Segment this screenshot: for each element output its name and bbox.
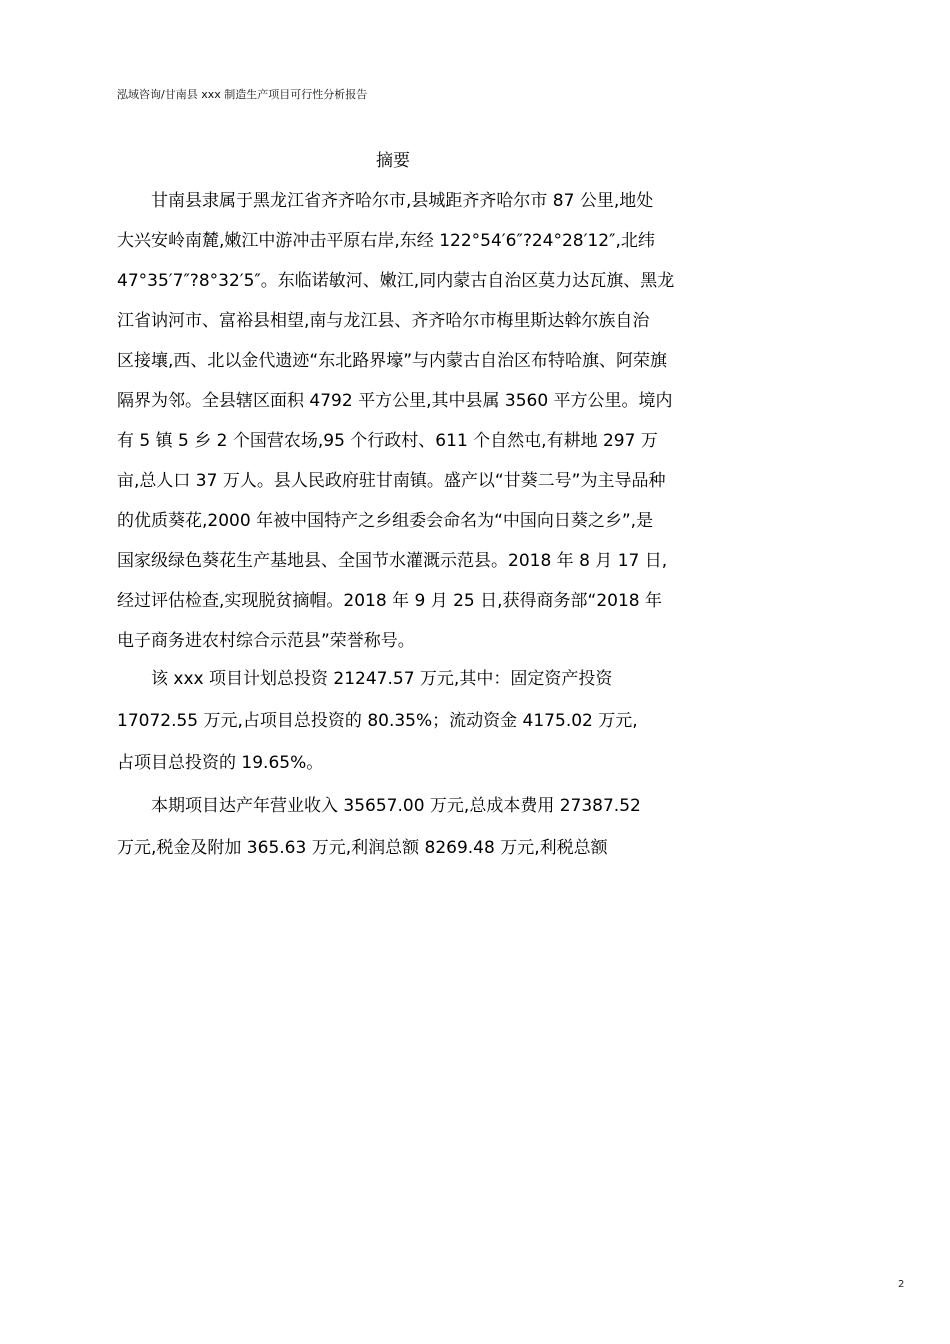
text-line: 47°35′7″?8°32′5″。东临诺敏河、嫩江,同内蒙古自治区莫力达瓦旗、黑龙 — [117, 271, 675, 291]
text-line: 经过评估检查,实现脱贫摘帽。2018 年 9 月 25 日,获得商务部“2018 年 — [117, 591, 663, 611]
text-line: 区接壤,西、北以金代遗迹“东北路界壕”与内蒙古自治区布特哈旗、阿荣旗 — [117, 351, 668, 371]
text-line: 隔界为邻。全县辖区面积 4792 平方公里,其中县属 3560 平方公里。境内 — [117, 391, 673, 411]
text-line: 江省讷河市、富裕县相望,南与龙江县、齐齐哈尔市梅里斯达斡尔族自治 — [117, 311, 650, 331]
text-line: 电子商务进农村综合示范县”荣誉称号。 — [117, 631, 415, 651]
text-line: 占项目总投资的 19.65%。 — [117, 753, 324, 773]
text-line: 甘南县隶属于黑龙江省齐齐哈尔市,县城距齐齐哈尔市 87 公里,地处 — [151, 191, 654, 211]
text-line: 国家级绿色葵花生产基地县、全国节水灌溉示范县。2018 年 8 月 17 日, — [117, 551, 668, 571]
text-line: 大兴安岭南麓,嫩江中游冲击平原右岸,东经 122°54′6″?24°28′12″,北纬 — [117, 231, 655, 251]
text-line: 的优质葵花,2000 年被中国特产之乡组委会命名为“中国向日葵之乡”,是 — [117, 511, 654, 531]
text-line: 万元,税金及附加 365.63 万元,利润总额 8269.48 万元,利税总额 — [117, 838, 608, 858]
text-line: 该 xxx 项目计划总投资 21247.57 万元,其中：固定资产投资 — [151, 669, 613, 689]
text-line: 有 5 镇 5 乡 2 个国营农场,95 个行政村、611 个自然屯,有耕地 297 万 — [117, 431, 658, 451]
text-line: 亩,总人口 37 万人。县人民政府驻甘南镇。盛产以“甘葵二号”为主导品种 — [117, 471, 666, 491]
text-line: 17072.55 万元,占项目总投资的 80.35%；流动资金 4175.02 万元, — [117, 711, 638, 731]
running-header: 泓域咨询/甘南县 xxx 制造生产项目可行性分析报告 — [117, 88, 368, 101]
page-number: 2 — [898, 1279, 905, 1290]
text-line: 本期项目达产年营业收入 35657.00 万元,总成本费用 27387.52 — [151, 796, 641, 816]
section-title: 摘要 — [376, 151, 410, 171]
